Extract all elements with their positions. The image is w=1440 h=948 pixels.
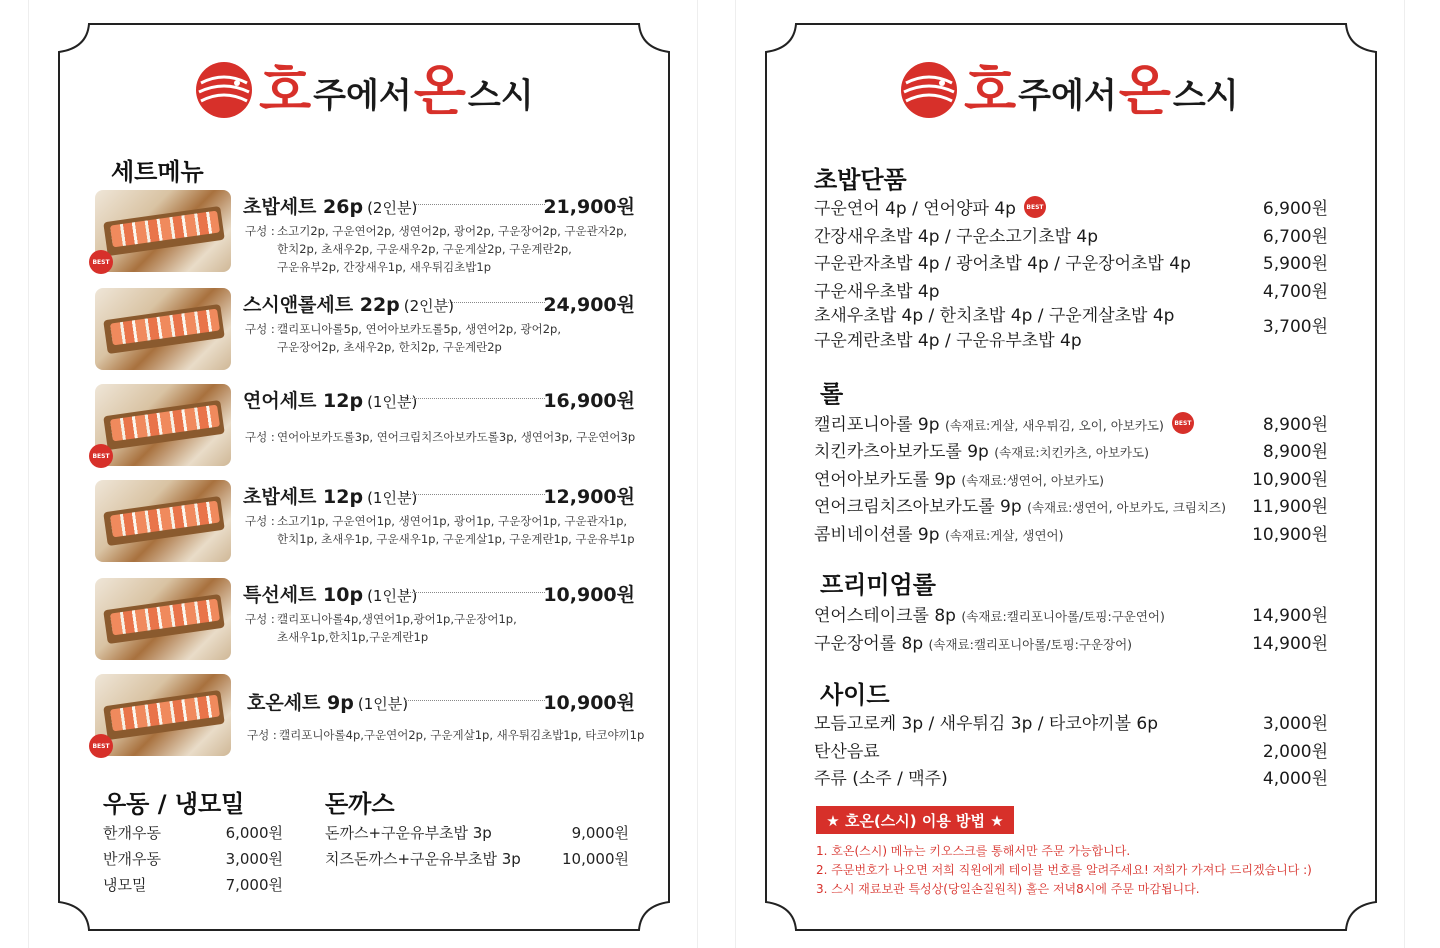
fish-circle-logo-icon bbox=[195, 61, 253, 119]
menu-page-right bbox=[735, 0, 1405, 948]
set-description: 구성 : 캘리포니아롤4p,구운연어2p, 구운게살1p, 새우튀김초밥1p, 타코야끼1p bbox=[247, 728, 645, 742]
set-item bbox=[92, 190, 635, 274]
menu-row: 초새우초밥 4p / 한치초밥 4p / 구운게살초밥 4p 구운계란초밥 4p / 구운유부초밥 4p 3,700원 bbox=[814, 306, 1328, 351]
set-description: 구성 : 소고기2p, 구운연어2p, 생연어2p, 광어2p, 구운장어2p, 구운관자2p, 한치2p, 초새우2p, 구운새우2p, 구운게살2p, 구운계란2p, 구운유부2p, 간장새우1p, 새우튀김초밥1p bbox=[245, 224, 628, 274]
set-menu-title: 세트메뉴 bbox=[111, 158, 204, 186]
set-photo bbox=[95, 384, 231, 466]
best-badge: BEST bbox=[89, 444, 113, 468]
set-name: 초밥세트 12p (1인분) bbox=[243, 486, 418, 508]
menu-row: 구운연어 4p / 연어양파 4p BEST 6,900원 bbox=[814, 194, 1328, 221]
how-to-use-notes: 1. 호온(스시) 메뉴는 키오스크를 통해서만 주문 가능합니다. 2. 주문번호가 나오면 저희 직원에게 테이블 번호를 알려주세요! 저희가 가져다 드리겠습니다 :) 3. 스시 재료보관 특성상(당일손질원칙) 홀은 저녁8시에 주문 마감됩니다. bbox=[816, 844, 1312, 896]
best-badge: BEST bbox=[1024, 196, 1046, 218]
fish-circle-logo-icon bbox=[900, 61, 958, 119]
set-description: 구성 : 소고기1p, 구운연어1p, 생연어1p, 광어1p, 구운장어1p, 구운관자1p, 한치1p, 초새우1p, 구운새우1p, 구운게살1p, 구운계란1p, 구운유부1p bbox=[245, 514, 635, 546]
set-name: 호온세트 9p (1인분) bbox=[247, 692, 409, 714]
side-title: 사이드 bbox=[820, 681, 890, 709]
list-item: 돈까스+구운유부초밥 3p 9,000원 bbox=[325, 824, 629, 842]
set-price: 21,900원 bbox=[543, 196, 635, 218]
brand-char-mid: 주에서 bbox=[313, 76, 412, 116]
set-item bbox=[92, 384, 636, 466]
set-photo bbox=[95, 480, 231, 562]
brand-logo bbox=[900, 60, 1241, 120]
sushi-title: 초밥단품 bbox=[814, 166, 907, 194]
donkatsu-list bbox=[325, 822, 629, 874]
menu-row: 주류 (소주 / 맥주) 4,000원 bbox=[814, 769, 1328, 789]
set-item bbox=[92, 674, 645, 756]
how-to-use-badge: ★ 호온(스시) 이용 방법 ★ bbox=[816, 806, 1014, 834]
set-description: 구성 : 연어아보카도롤3p, 연어크림치즈아보카도롤3p, 생연어3p, 구운연어3p bbox=[245, 430, 636, 444]
best-badge: BEST bbox=[89, 250, 113, 274]
menu-row: 연어스테이크롤 8p (속재료:캘리포니아롤/토핑:구운연어) 14,900원 bbox=[814, 606, 1328, 626]
list-item: 한개우동 6,000원 bbox=[103, 824, 283, 842]
set-photo bbox=[95, 578, 231, 660]
list-item: 반개우동 3,000원 bbox=[103, 850, 283, 868]
brand-char-ho: 호 bbox=[964, 58, 1017, 122]
set-price: 10,900원 bbox=[543, 692, 635, 714]
set-description: 구성 : 캘리포니아롤4p,생연어1p,광어1p,구운장어1p, 초새우1p,한치1p,구운계란1p bbox=[245, 612, 517, 644]
set-price: 16,900원 bbox=[543, 390, 635, 412]
menu-row: 치킨카츠아보카도롤 9p (속재료:치킨카츠, 아보카도) 8,900원 bbox=[814, 442, 1328, 462]
set-price: 24,900원 bbox=[543, 294, 635, 316]
brand-name bbox=[259, 60, 536, 120]
menu-page-left bbox=[28, 0, 698, 948]
menu-row: 연어아보카도롤 9p (속재료:생연어, 아보카도) 10,900원 bbox=[814, 470, 1328, 490]
set-item bbox=[95, 480, 635, 562]
set-photo bbox=[95, 288, 231, 370]
set-item bbox=[95, 578, 635, 660]
list-item: 치즈돈까스+구운유부초밥 3p 10,000원 bbox=[325, 850, 629, 868]
brand-char-sushi: 스시 bbox=[467, 76, 534, 116]
brand-char-sushi: 스시 bbox=[1172, 76, 1239, 116]
brand-name bbox=[964, 60, 1241, 120]
menu-row: 콤비네이션롤 9p (속재료:게살, 생연어) 10,900원 bbox=[814, 525, 1328, 545]
udon-list bbox=[103, 822, 283, 900]
set-name: 연어세트 12p (1인분) bbox=[243, 390, 418, 412]
brand-char-on: 온 bbox=[413, 58, 466, 122]
best-badge: BEST bbox=[1172, 412, 1194, 434]
menu-row: 모듬고로케 3p / 새우튀김 3p / 타코야끼볼 6p 3,000원 bbox=[814, 714, 1328, 734]
menu-row: 연어크림치즈아보카도롤 9p (속재료:생연어, 아보카도, 크림치즈) 11,900원 bbox=[814, 497, 1328, 517]
list-item: 냉모밀 7,000원 bbox=[103, 876, 283, 894]
set-price: 10,900원 bbox=[543, 584, 635, 606]
premium-roll-title: 프리미엄롤 bbox=[820, 571, 936, 599]
menu-row: 구운관자초밥 4p / 광어초밥 4p / 구운장어초밥 4p 5,900원 bbox=[814, 254, 1328, 274]
udon-title: 우동 / 냉모밀 bbox=[103, 790, 245, 818]
menu-row: 캘리포니아롤 9p (속재료:게살, 새우튀김, 오이, 아보카도) BEST 8,900원 bbox=[814, 410, 1328, 437]
menu-row: 탄산음료 2,000원 bbox=[814, 742, 1328, 762]
set-name: 초밥세트 26p (2인분) bbox=[243, 196, 418, 218]
brand-char-mid: 주에서 bbox=[1018, 76, 1117, 116]
menu-row: 구운장어롤 8p (속재료:캘리포니아롤/토핑:구운장어) 14,900원 bbox=[814, 634, 1328, 654]
set-photo bbox=[95, 674, 231, 756]
menu-row: 간장새우초밥 4p / 구운소고기초밥 4p 6,700원 bbox=[814, 227, 1328, 247]
set-photo bbox=[95, 190, 231, 272]
menu-row: 구운새우초밥 4p 4,700원 bbox=[814, 282, 1328, 302]
brand-logo bbox=[195, 60, 536, 120]
best-badge: BEST bbox=[89, 734, 113, 758]
set-name: 특선세트 10p (1인분) bbox=[243, 584, 418, 606]
set-price: 12,900원 bbox=[543, 486, 635, 508]
set-description: 구성 : 캘리포니아롤5p, 연어아보카도롤5p, 생연어2p, 광어2p, 구운장어2p, 초새우2p, 한치2p, 구운계란2p bbox=[245, 322, 562, 354]
roll-title: 롤 bbox=[820, 380, 844, 408]
brand-char-on: 온 bbox=[1118, 58, 1171, 122]
set-item bbox=[95, 288, 635, 370]
set-name: 스시앤롤세트 22p (2인분) bbox=[243, 294, 455, 316]
donkatsu-title: 돈까스 bbox=[325, 790, 395, 818]
brand-char-ho: 호 bbox=[259, 58, 312, 122]
